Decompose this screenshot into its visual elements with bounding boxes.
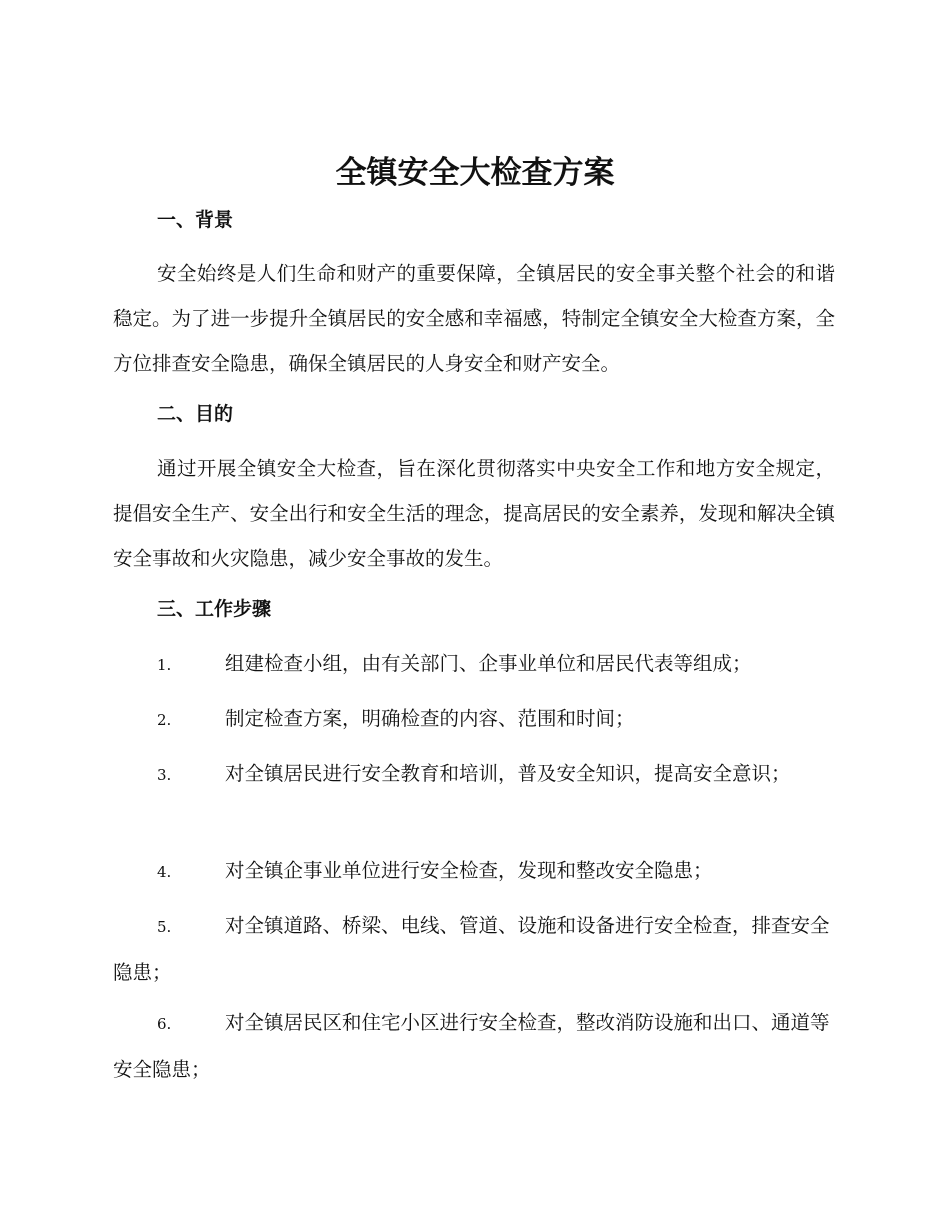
document-title: 全镇安全大检查方案 — [335, 155, 615, 191]
step-text: 对全镇道路、桥梁、电线、管道、设施和设备进行安全检查，排查安全隐患； — [113, 914, 830, 984]
step-text: 制定检查方案，明确检查的内容、范围和时间； — [225, 707, 635, 730]
section-heading-steps: 三、工作步骤 — [157, 598, 272, 620]
step-item — [113, 751, 835, 798]
section-body-purpose: 通过开展全镇安全大检查，旨在深化贯彻落实中央安全工作和地方安全规定，提倡安全生产、安全出行和安全生活的理念，提高居民的安全素养，发现和解决全镇安全事故和火灾隐患，减少安全事故的发生。 — [113, 457, 835, 570]
step-text: 对全镇居民区和住宅小区进行安全检查，整改消防设施和出口、通道等安全隐患； — [113, 1011, 830, 1081]
step-number: 2. — [157, 711, 172, 729]
section-heading-background: 一、背景 — [157, 209, 234, 231]
step-text: 对全镇企事业单位进行安全检查，发现和整改安全隐患； — [225, 859, 713, 882]
section-body-background: 安全始终是人们生命和财产的重要保障，全镇居民的安全事关整个社会的和谐稳定。为了进一步提升全镇居民的安全感和幸福感，特制定全镇安全大检查方案，全方位排查安全隐患，确保全镇居民的人身安全和财产安全。 — [113, 262, 835, 375]
section-heading-purpose: 二、目的 — [157, 403, 234, 425]
step-item — [113, 903, 835, 995]
step-number: 5. — [157, 918, 172, 936]
step-number: 1. — [157, 656, 172, 674]
step-number: 3. — [157, 766, 172, 784]
step-item — [113, 848, 835, 895]
step-item — [113, 641, 835, 688]
step-number: 6. — [157, 1015, 172, 1033]
step-item — [113, 696, 835, 743]
step-text: 对全镇居民进行安全教育和培训，普及安全知识，提高安全意识； — [225, 762, 791, 785]
step-item — [113, 1000, 835, 1092]
step-text: 组建检查小组，由有关部门、企事业单位和居民代表等组成； — [225, 652, 752, 675]
step-number: 4. — [157, 863, 172, 881]
